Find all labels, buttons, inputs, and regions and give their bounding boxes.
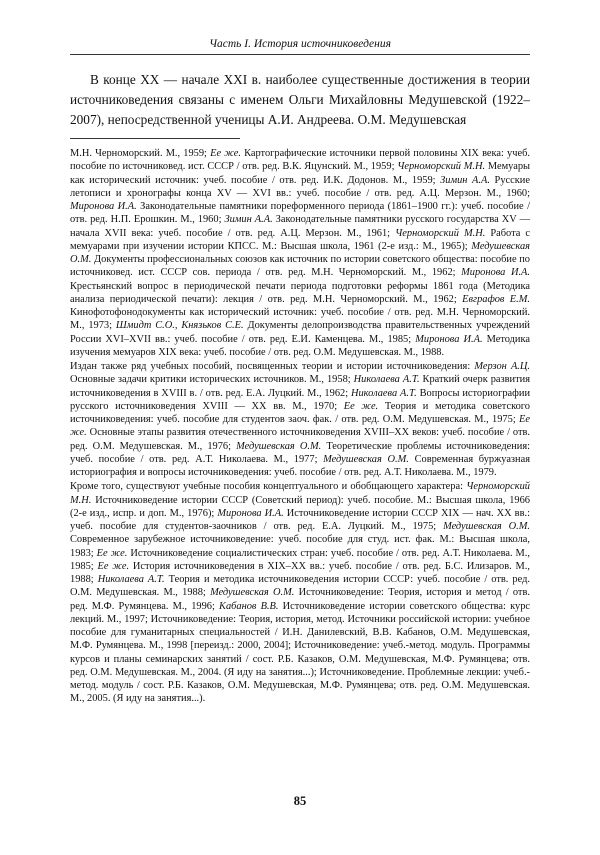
footnote-author: Черноморский М.Н.: [395, 227, 486, 239]
footnote-text: Источниковедение истории СССР XIX — нач. XX вв.: учеб. пособие для студентов-заочников / отв. ред. Е.А. Луцкий. М., 1975;: [70, 507, 530, 532]
footnote-author: Миронова И.А.: [415, 333, 483, 345]
footnote-author: Черноморский М.Н.: [70, 481, 530, 506]
footnote-author: Ее же.: [97, 560, 130, 572]
footnote-author: Миронова И.А.: [70, 201, 137, 212]
footnote-author: Шмидт С.О., Князьков С.Е.: [115, 320, 244, 332]
footnote-author: Черноморский М.Н.: [397, 161, 486, 173]
footnote-author: Евграфов Е.М.: [462, 293, 531, 305]
footnote-text: Кинофотофонодокументы как исторический источник: учеб. пособие / отв. ред. М.Н. Черноморский. М., 1973;: [70, 307, 530, 332]
footnote-text: Законодательные памятники пореформенного периода (1861–1900 гг.): учеб. пособие / отв. ред. Н.П. Ерошкин. М., 1960;: [70, 201, 530, 226]
footnote-text: Мемуары как исторический источник: учеб. пособие / отв. ред. И.К. Додонов. М., 1959;: [70, 161, 531, 186]
footnote-text: Современное зарубежное источниковедение: учеб. пособие для студ. ист. фак. М.: Высшая школа, 1983;: [70, 534, 530, 559]
footnote-text: Русские летописи и хронографы конца XV — XVI вв.: учеб. пособие / отв. ред. А.Ц. Мерзон. М., 1960;: [70, 174, 530, 199]
running-head: Часть I. История источниковедения: [70, 38, 530, 55]
footnote-text: Теоретические проблемы источниковедения: учеб. пособие / отв. ред. А.Т. Николаева. М., 1977;: [70, 440, 531, 465]
footnote-3: [70, 480, 530, 705]
footnote-author: Кабанов В.В.: [219, 600, 279, 612]
footnote-text: Теория и методика источниковедения истории СССР: учеб. пособие / отв. ред. О.М. Медушевская. М., 1988;: [70, 574, 530, 599]
footnote-text: Документы делопроизводства правительственных учреждений России XVI–XVII вв.: учеб. пособие / отв. ред. Е.И. Каменцева. М., 1985;: [70, 320, 530, 345]
footnote-author: Медушевская О.М.: [210, 587, 295, 599]
footnote-text: Современная буржуазная историография и вопросы источниковедения: учеб. пособие / отв. ред. А.Т. Николаева. М., 1979.: [70, 453, 530, 478]
footnote-author: Николаева А.Т.: [97, 574, 165, 585]
footnote-text: Краткий очерк развития источниковедения в XVIII в. / отв. ред. Е.А. Луцкий. М., 1962;: [70, 374, 530, 399]
footnote-text: Вопросы историографии русского источниковедения XVIII — XX вв. М., 1970;: [70, 387, 530, 412]
footnote-text: Издан также ряд учебных пособий, посвященных теории и истории источниковедения:: [70, 361, 475, 372]
footnote-author: Зимин А.А.: [440, 174, 490, 186]
footnote-author: Миронова И.А.: [461, 267, 530, 279]
footnote-author: Ее же.: [210, 148, 241, 159]
footnote-1: [70, 147, 530, 359]
footnote-author: Медушевская О.М.: [70, 240, 530, 265]
footnote-author: Ее же.: [70, 414, 530, 439]
footnote-author: Медушевская О.М.: [323, 453, 409, 465]
footnote-text: Источниковедение социалистических стран: учеб. пособие / отв. ред. А.Т. Николаева. М., 1985;: [70, 547, 530, 572]
footnote-author: Николаева А.Т.: [353, 374, 420, 386]
footnote-author: Ее же.: [343, 400, 379, 412]
footnote-text: Теория и методика советского источниковедения: учеб. пособие для студентов заоч. фак. / отв. ред. О.М. Медушевская. М., 1975;: [70, 400, 531, 425]
footnote-text: Основные задачи критики исторических источников. М., 1958;: [70, 374, 354, 386]
footnote-2: [70, 360, 530, 479]
footnote-text: Источниковедение: Теория, история и метод / отв. ред. М.Ф. Румянцева. М., 1996;: [70, 587, 530, 612]
footnote-text: Источниковедение истории СССР (Советский период): учеб. пособие. М.: Высшая школа, 1966 (2-е изд., испр. и доп. М., 1976);: [70, 494, 530, 519]
footnote-text: М.Н. Черноморский. М., 1959;: [70, 148, 211, 159]
footnote-text: Законодательные памятники русского государства XV — начала XVII века: учеб. пособие / отв. ред. А.Ц. Мерзон. М., 1961;: [70, 214, 530, 239]
footnote-text: Крестьянский вопрос в периодической печати периода подготовки реформы 1861 года (Методика анализа периодической печати): лекция / отв. ред. М.Н. Черноморский. М., 1962;: [70, 280, 530, 305]
footnote-text: Работа с мемуарами при изучении истории КПСС. М.: Высшая школа, 1961 (2-е изд.: М., 1965);: [70, 227, 530, 252]
footnote-author: Николаева А.Т.: [350, 387, 417, 399]
footnotes-block: [70, 147, 530, 706]
footnote-author: Медушевская О.М.: [443, 521, 530, 532]
body-paragraph: В конце XX — начале XXI в. наиболее существенные достижения в теории источниковедения связаны с именем Ольги Михайловны Медушевской (1922–2007), непосредственной ученицы А.И. Андреева. О.М. Медушевская: [70, 72, 530, 127]
footnote-author: Мерзон А.Ц.: [474, 361, 531, 372]
footnote-author: Зимин А.А.: [224, 214, 273, 226]
footnote-text: Документы профессиональных союзов как источник по истории советского общества: пособие по источниковед. ист. СССР сов. периода / отв. ред. М.Н. Черноморский. М., 1962;: [70, 254, 530, 279]
page-number: 85: [293, 794, 307, 808]
footnote-text: Источниковедение истории советского общества: курс лекций. М., 1997; Источниковедение: Теория, история, метод. Источники российской истории: учебное пособие для гуманитарных специальностей / И.Н. Данилевский, В.В. Кабанов, О.М. Медушевская, М.Ф. Румянцева. М., 1998 [переизд.: 2000, 2004]; Источниковедение: учеб.-метод. модуль. Программы курсов и планы семинарских занятий / сост. Р.Б. Казаков, О.М. Медушевская, М.Ф. Румянцева; отв. ред. О.М. Медушевская. М., 2004. (Я иду на занятия...); Источниковедение. Проблемные лекции: учеб.-метод. модуль / сост. Р.Б. Казаков, О.М. Медушевская, М.Ф. Румянцева; отв. ред. О.М. Медушевская. М., 2005. (Я иду на занятия...).: [70, 600, 530, 705]
footnote-text: Кроме того, существуют учебные пособия концептуального и обобщающего характера:: [70, 481, 467, 493]
footnote-author: Ее же.: [96, 547, 128, 559]
footnote-author: Медушевская О.М.: [236, 440, 322, 452]
footnote-text: Методика изучения мемуаров XIX века: учеб. пособие / отв. ред. О.М. Медушевская. М., 1988.: [70, 333, 530, 358]
footnote-text: История источниковедения в XIX–XX вв.: учеб. пособие / отв. ред. Б.С. Илизаров. М., 1988;: [70, 560, 530, 585]
footnote-text: Картографические источники первой половины XIX века: учеб. пособие по источниковед. ист. СССР / отв. ред. В.К. Яцунский. М., 1959;: [70, 148, 530, 173]
footnote-author: Миронова И.А.: [217, 507, 284, 519]
footnote-separator: [70, 138, 240, 139]
footnote-text: Основные этапы развития отечественного источниковедения XVIII–XX веков: учеб. пособие / отв. ред. О.М. Медушевская. М., 1976;: [70, 427, 530, 452]
